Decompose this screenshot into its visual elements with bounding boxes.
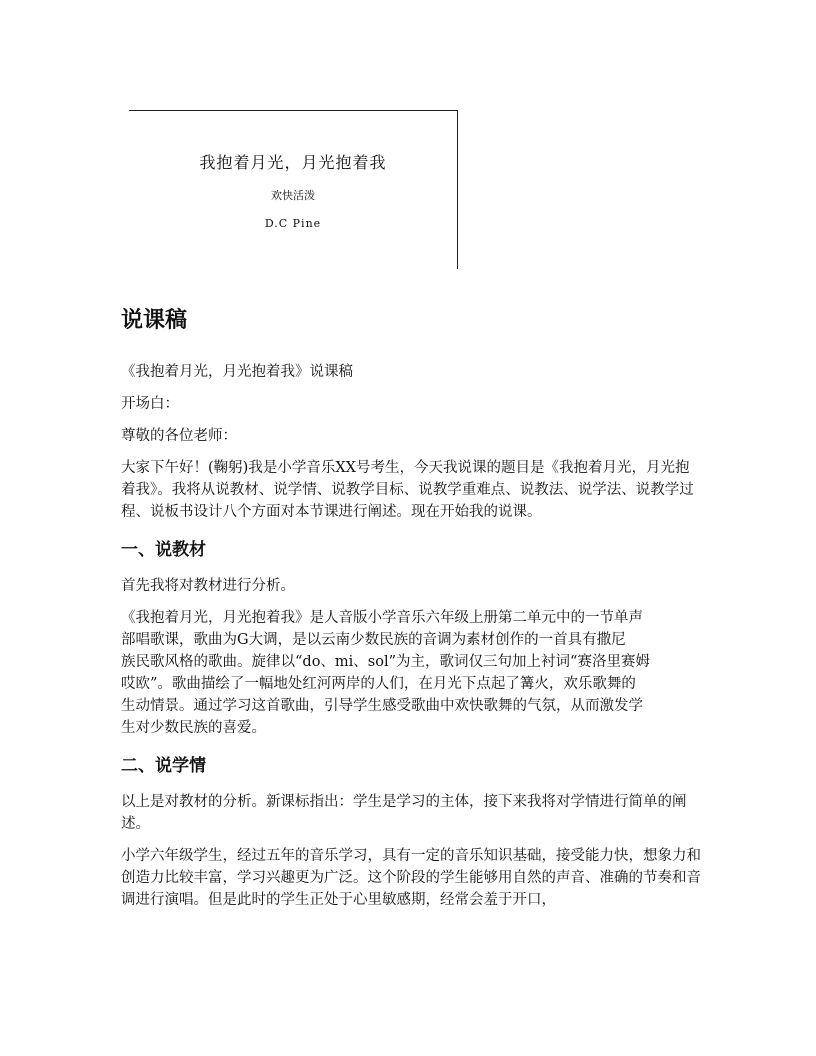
section-1-p2-line: 生动情景。通过学习这首歌曲，引导学生感受歌曲中欢快歌舞的气氛，从而激发学 xyxy=(121,698,643,714)
section-2-p1: 以上是对教材的分析。新课标指出：学生是学习的主体，接下来我将对学情进行简单的阐述。 xyxy=(121,794,687,832)
section-2-heading: 二、说学情 xyxy=(121,756,206,776)
opening-paragraph: 大家下午好！(鞠躬)我是小学音乐XX号考生，今天我说课的题目是《我抱着月光，月光抱着我》。我将从说教材、说学情、说教学目标、说教学重难点、说教法、说学法、说教学过程、说板书设计八个方面对本节课进行阐述。现在开始我的说课。 xyxy=(121,460,694,520)
section-1-p2-line: 部唱歌课，歌曲为G大调，是以云南少数民族的音调为素材创作的一首具有撒尼 xyxy=(121,632,626,648)
section-1-p1: 首先我将对教材进行分析。 xyxy=(121,578,295,594)
section-1-p2 xyxy=(121,607,701,739)
greeting: 尊敬的各位老师： xyxy=(121,428,237,444)
document-title: 说课稿 xyxy=(121,308,188,333)
opening-label: 开场白： xyxy=(121,396,179,412)
document-body xyxy=(121,305,701,921)
section-1-heading: 一、说教材 xyxy=(121,540,206,560)
section-1-p2-line: 族民歌风格的歌曲。旋律以“do、mi、sol”为主，歌词仅三句加上衬词“赛洛里赛姆 xyxy=(121,654,650,670)
cover-card xyxy=(129,110,458,269)
section-1-p2-line: 《我抱着月光，月光抱着我》是人音版小学音乐六年级上册第二单元中的一节单声 xyxy=(121,610,643,626)
section-1-p2-line: 哎欧”。歌曲描绘了一幅地处红河两岸的人们，在月光下点起了篝火，欢乐歌舞的 xyxy=(121,676,636,692)
section-2-p2: 小学六年级学生，经过五年的音乐学习，具有一定的音乐知识基础，接受能力快，想象力和创造力比较丰富，学习兴趣更为广泛。这个阶段的学生能够用自然的声音、准确的节奏和音调进行演唱。但是此时的学生正处于心里敏感期，经常会羞于开口， xyxy=(121,848,701,908)
cover-author: D.C Pine xyxy=(264,217,322,230)
section-1-p2-line: 生对少数民族的喜爱。 xyxy=(121,720,266,736)
intro-title: 《我抱着月光，月光抱着我》说课稿 xyxy=(121,364,353,380)
cover-title: 我抱着月光，月光抱着我 xyxy=(199,153,387,172)
cover-subtitle: 欢快活泼 xyxy=(271,189,315,202)
